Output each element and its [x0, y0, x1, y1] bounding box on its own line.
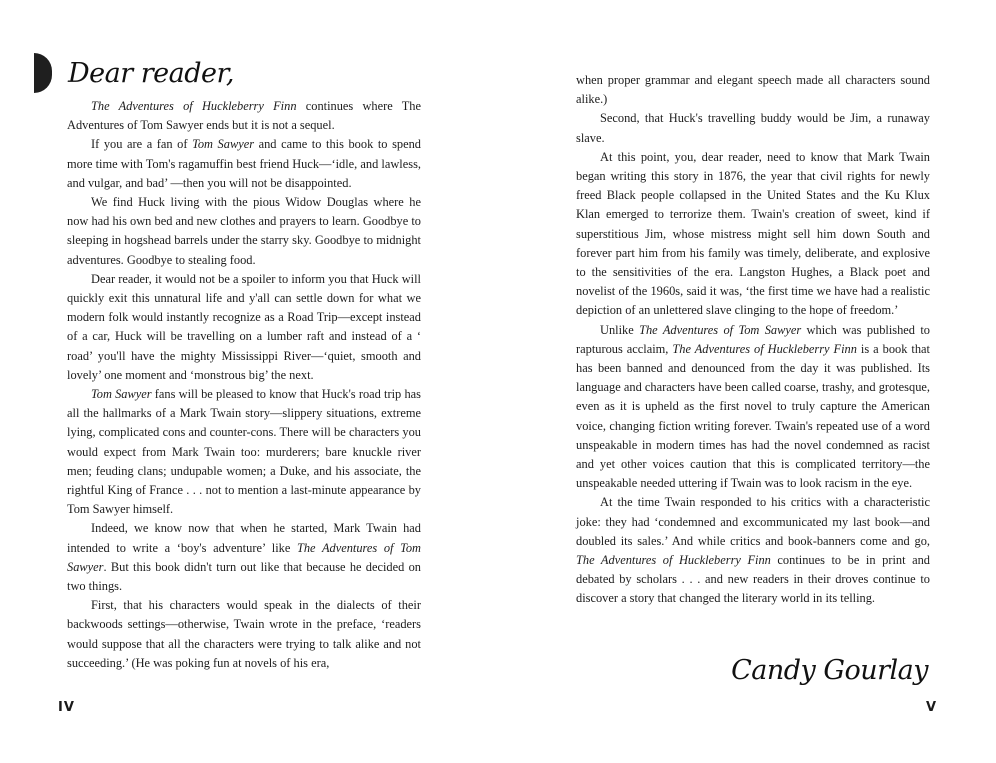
chapter-tab-marker — [34, 53, 52, 93]
paragraph-text: We find Huck living with the pious Widow Douglas where he now had his own bed and new clothes and prayers to learn. Goodbye to sleeping in hogshead barrels under the starry sky. Goodbye to midnight adventures. Goodbye to stealing food. — [67, 195, 421, 267]
paragraph-text: Unlike — [600, 322, 640, 337]
letter-salutation: Dear reader, — [68, 58, 234, 89]
paragraph-text: First, that his characters would speak in the dialects of their backwoods settings—otherwise, Twain wrote in the preface, ‘readers would suppose that all the characters were trying to talk alike and not succeeding.’ (He was poking fun at novels of his era, — [67, 598, 421, 670]
body-paragraph — [67, 97, 421, 135]
author-signature: Candy Gourlay — [731, 655, 928, 686]
body-paragraph — [576, 109, 930, 147]
book-title-italic: Tom Sawyer — [192, 137, 255, 152]
paragraph-text: . But this book didn't turn out like that because he decided on two things. — [67, 559, 421, 594]
body-paragraph — [67, 270, 421, 385]
paragraph-text: If you are a fan of — [91, 137, 193, 152]
paragraph-text: when proper grammar and elegant speech made all characters sound alike.) — [576, 73, 930, 107]
book-title-italic: The Adventures of Tom Sawyer — [639, 322, 802, 337]
body-paragraph — [576, 148, 930, 321]
book-title-italic: The Adventures of Huckleberry Finn — [91, 99, 297, 113]
paragraph-text: Indeed, we know now that when he started, Mark Twain had intended to write a ‘boy's adventure’ like — [67, 521, 421, 555]
body-paragraph — [576, 493, 930, 608]
paragraph-text: continues to be in print and debated by scholars . . . and new readers in their droves continue to discover a story that changed the literary world in its telling. — [576, 553, 930, 606]
paragraph-text: Dear reader, it would not be a spoiler to inform you that Huck will quickly exit this unnatural life and y'all can settle down for what we modern folk would instantly recognize as a Road Trip—except instead of a car, Huck will be travelling on a lumber raft and instead of a ‘ road’ you'll have the mighty Mississippi River—‘quiet, smooth and lovely’ one moment and ‘monstrous big’ the next. — [67, 271, 421, 382]
paragraph-text: is a book that has been banned and denounced from the day it was published. Its language and characters have been called coarse, trashy, and grotesque, even as it is upheld as the first novel to truly capture the American voice, changing fiction writing forever. Twain's repeated use of a word unspeakable in modern times has had the novel condemned as racist and yet other voices caution that this is complicated territory—the unspeakable needed uttering if Twain was to look racism in the eye. — [576, 341, 930, 491]
paragraph-text: At the time Twain responded to his critics with a characteristic joke: they had ‘condemned and excommunicated my last book—and doubled its sales.’ And while critics and book-banners come and go, — [576, 495, 930, 548]
book-title-italic: The Adventures of Huckleberry Finn — [576, 553, 771, 568]
paragraph-text: At this point, you, dear reader, need to know that Mark Twain began writing this story in 1876, the year that civil rights for newly freed Black people collapsed in the United States and the Ku Klux Klan emerged to terrorize them. Twain's creation of sweet, kind if superstitious Jim, whose mistress might sell him down South and forever part him from his family was timely, deliberate, and explosive to the sensitivities of the era. Langston Hughes, a Black poet and novelist of the 1960s, said it was, ‘the first time we have had a realistic depiction of an unlettered slave clinging to the hope of freedom.’ — [576, 149, 930, 318]
body-paragraph — [576, 321, 930, 494]
right-text-column — [576, 71, 930, 609]
body-paragraph — [67, 385, 421, 519]
body-paragraph — [67, 519, 421, 596]
book-title-italic: Tom Sawyer — [91, 387, 152, 402]
body-paragraph — [67, 135, 421, 193]
body-paragraph — [576, 71, 930, 109]
left-text-column — [67, 97, 421, 673]
book-title-italic: The Adventures of Huckleberry Finn — [672, 341, 857, 356]
paragraph-text: fans will be pleased to know that Huck's road trip has all the hallmarks of a Mark Twain story—slippery situations, extreme lying, complicated cons and counter-cons. There will be characters you would expect from Mark Twain too: murderers; bare knuckle river men; feuding clans; undupable women; a Duke, and his associate, the rightful King of France . . . not to mention a last-minute appearance by Tom Sawyer himself. — [67, 387, 421, 517]
body-paragraph — [67, 193, 421, 270]
body-paragraph — [67, 596, 421, 673]
page-number-right: V — [925, 700, 937, 715]
paragraph-text: Second, that Huck's travelling buddy would be Jim, a runaway slave. — [576, 111, 930, 145]
paragraph-text: continues where The Adventures of Tom Sawyer ends but it is not a sequel. — [67, 99, 421, 133]
right-page — [498, 0, 996, 763]
page-number-left: IV — [58, 700, 75, 715]
paragraph-text: which was published to rapturous acclaim, — [576, 322, 930, 356]
paragraph-text: and came to this book to spend more time with Tom's ragamuffin best friend Huck—‘idle, and lawless, and vulgar, and bad’ —then you will not be disappointed. — [67, 137, 421, 190]
book-title-italic: The Adventures of Tom Sawyer — [67, 540, 421, 574]
